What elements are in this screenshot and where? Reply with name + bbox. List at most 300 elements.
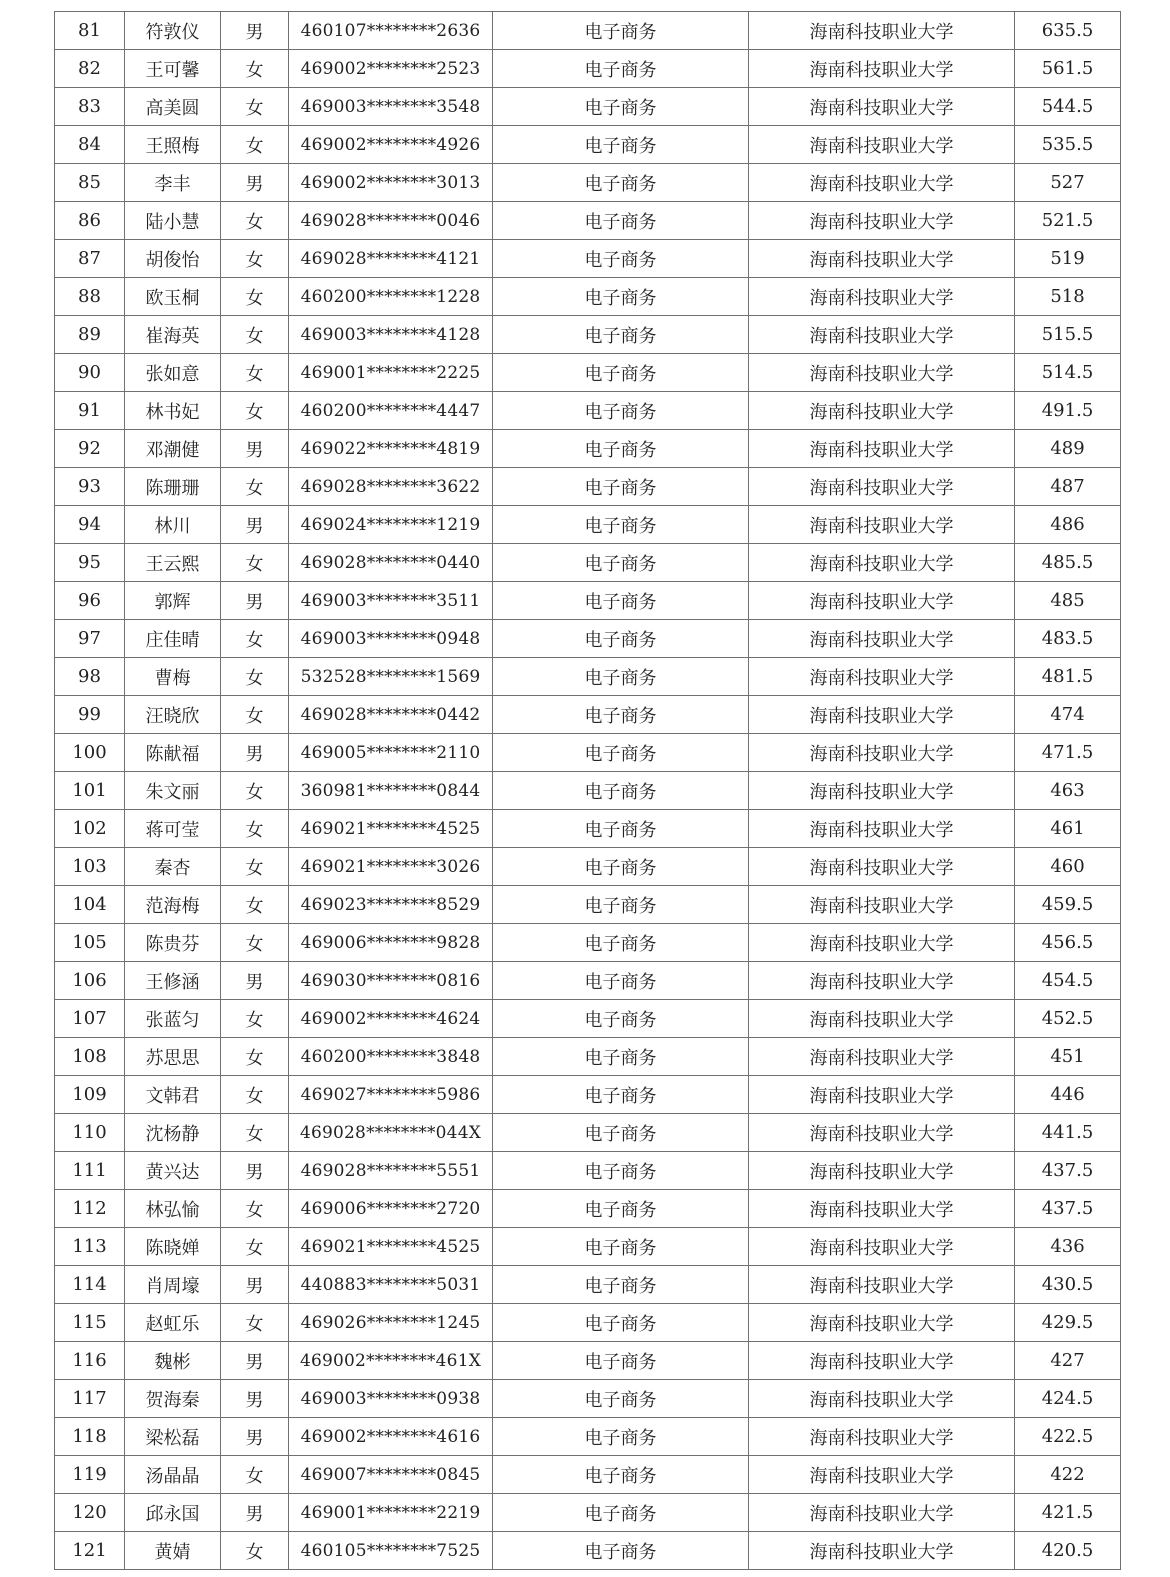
school-cell: 海南科技职业大学 [749,468,1015,506]
table-row [55,1076,1121,1114]
score-cell: 456.5 [1015,924,1121,962]
major-cell: 电子商务 [493,50,749,88]
gender-cell: 男 [221,1342,289,1380]
row-number-cell: 83 [55,88,125,126]
table-row [55,810,1121,848]
name-cell: 欧玉桐 [125,278,221,316]
gender-cell: 女 [221,50,289,88]
id-number-cell: 469002********4624 [289,1000,493,1038]
table-row [55,392,1121,430]
school-cell: 海南科技职业大学 [749,316,1015,354]
id-number-cell: 469028********4121 [289,240,493,278]
row-number-cell: 118 [55,1418,125,1456]
row-number-cell: 90 [55,354,125,392]
gender-cell: 女 [221,544,289,582]
id-number-cell: 469028********5551 [289,1152,493,1190]
score-cell: 489 [1015,430,1121,468]
major-cell: 电子商务 [493,772,749,810]
name-cell: 沈杨静 [125,1114,221,1152]
name-cell: 陈献福 [125,734,221,772]
table-row [55,886,1121,924]
row-number-cell: 116 [55,1342,125,1380]
id-number-cell: 532528********1569 [289,658,493,696]
table-row [55,962,1121,1000]
major-cell: 电子商务 [493,392,749,430]
gender-cell: 男 [221,1418,289,1456]
table-row [55,1266,1121,1304]
major-cell: 电子商务 [493,1494,749,1532]
school-cell: 海南科技职业大学 [749,1076,1015,1114]
id-number-cell: 460105********7525 [289,1532,493,1570]
name-cell: 邓潮健 [125,430,221,468]
score-cell: 461 [1015,810,1121,848]
score-cell: 481.5 [1015,658,1121,696]
name-cell: 肖周壕 [125,1266,221,1304]
school-cell: 海南科技职业大学 [749,506,1015,544]
school-cell: 海南科技职业大学 [749,696,1015,734]
gender-cell: 女 [221,1532,289,1570]
school-cell: 海南科技职业大学 [749,544,1015,582]
name-cell: 林书妃 [125,392,221,430]
score-cell: 485.5 [1015,544,1121,582]
row-number-cell: 86 [55,202,125,240]
major-cell: 电子商务 [493,354,749,392]
gender-cell: 男 [221,12,289,50]
score-cell: 521.5 [1015,202,1121,240]
school-cell: 海南科技职业大学 [749,1114,1015,1152]
school-cell: 海南科技职业大学 [749,88,1015,126]
score-cell: 463 [1015,772,1121,810]
gender-cell: 女 [221,620,289,658]
row-number-cell: 120 [55,1494,125,1532]
school-cell: 海南科技职业大学 [749,1304,1015,1342]
id-number-cell: 469002********3013 [289,164,493,202]
major-cell: 电子商务 [493,278,749,316]
id-number-cell: 469028********3622 [289,468,493,506]
gender-cell: 女 [221,658,289,696]
score-cell: 454.5 [1015,962,1121,1000]
row-number-cell: 102 [55,810,125,848]
major-cell: 电子商务 [493,1418,749,1456]
score-cell: 460 [1015,848,1121,886]
gender-cell: 女 [221,924,289,962]
gender-cell: 女 [221,240,289,278]
table-row [55,1494,1121,1532]
score-cell: 437.5 [1015,1190,1121,1228]
school-cell: 海南科技职业大学 [749,962,1015,1000]
gender-cell: 男 [221,430,289,468]
score-cell: 436 [1015,1228,1121,1266]
school-cell: 海南科技职业大学 [749,924,1015,962]
table-row [55,430,1121,468]
id-number-cell: 469002********4616 [289,1418,493,1456]
name-cell: 曹梅 [125,658,221,696]
row-number-cell: 119 [55,1456,125,1494]
name-cell: 林川 [125,506,221,544]
major-cell: 电子商务 [493,658,749,696]
major-cell: 电子商务 [493,1114,749,1152]
id-number-cell: 469005********2110 [289,734,493,772]
name-cell: 李丰 [125,164,221,202]
id-number-cell: 469001********2225 [289,354,493,392]
row-number-cell: 117 [55,1380,125,1418]
row-number-cell: 98 [55,658,125,696]
table-row [55,696,1121,734]
row-number-cell: 91 [55,392,125,430]
school-cell: 海南科技职业大学 [749,392,1015,430]
gender-cell: 男 [221,164,289,202]
table-row [55,202,1121,240]
gender-cell: 女 [221,1000,289,1038]
table-row [55,582,1121,620]
gender-cell: 男 [221,582,289,620]
school-cell: 海南科技职业大学 [749,1418,1015,1456]
school-cell: 海南科技职业大学 [749,50,1015,88]
row-number-cell: 95 [55,544,125,582]
id-number-cell: 460107********2636 [289,12,493,50]
major-cell: 电子商务 [493,810,749,848]
school-cell: 海南科技职业大学 [749,1000,1015,1038]
gender-cell: 女 [221,1038,289,1076]
table-row [55,468,1121,506]
score-cell: 518 [1015,278,1121,316]
school-cell: 海南科技职业大学 [749,772,1015,810]
name-cell: 陈珊珊 [125,468,221,506]
major-cell: 电子商务 [493,1000,749,1038]
major-cell: 电子商务 [493,164,749,202]
school-cell: 海南科技职业大学 [749,1038,1015,1076]
table-row [55,278,1121,316]
row-number-cell: 115 [55,1304,125,1342]
gender-cell: 女 [221,468,289,506]
school-cell: 海南科技职业大学 [749,202,1015,240]
table-row [55,1342,1121,1380]
id-number-cell: 469002********4926 [289,126,493,164]
score-cell: 519 [1015,240,1121,278]
score-cell: 446 [1015,1076,1121,1114]
major-cell: 电子商务 [493,1266,749,1304]
gender-cell: 男 [221,734,289,772]
score-cell: 514.5 [1015,354,1121,392]
major-cell: 电子商务 [493,1038,749,1076]
gender-cell: 女 [221,392,289,430]
major-cell: 电子商务 [493,620,749,658]
school-cell: 海南科技职业大学 [749,164,1015,202]
id-number-cell: 469024********1219 [289,506,493,544]
gender-cell: 女 [221,316,289,354]
school-cell: 海南科技职业大学 [749,12,1015,50]
major-cell: 电子商务 [493,1304,749,1342]
gender-cell: 女 [221,848,289,886]
name-cell: 朱文丽 [125,772,221,810]
gender-cell: 男 [221,1152,289,1190]
gender-cell: 女 [221,1190,289,1228]
major-cell: 电子商务 [493,12,749,50]
gender-cell: 女 [221,278,289,316]
major-cell: 电子商务 [493,1190,749,1228]
school-cell: 海南科技职业大学 [749,1190,1015,1228]
row-number-cell: 100 [55,734,125,772]
table-row [55,848,1121,886]
id-number-cell: 460200********4447 [289,392,493,430]
school-cell: 海南科技职业大学 [749,1152,1015,1190]
id-number-cell: 469023********8529 [289,886,493,924]
id-number-cell: 469028********0046 [289,202,493,240]
score-cell: 441.5 [1015,1114,1121,1152]
school-cell: 海南科技职业大学 [749,658,1015,696]
gender-cell: 女 [221,1456,289,1494]
row-number-cell: 101 [55,772,125,810]
major-cell: 电子商务 [493,1342,749,1380]
id-number-cell: 469030********0816 [289,962,493,1000]
id-number-cell: 469021********4525 [289,810,493,848]
row-number-cell: 88 [55,278,125,316]
score-cell: 535.5 [1015,126,1121,164]
score-cell: 437.5 [1015,1152,1121,1190]
row-number-cell: 105 [55,924,125,962]
row-number-cell: 121 [55,1532,125,1570]
id-number-cell: 469027********5986 [289,1076,493,1114]
id-number-cell: 360981********0844 [289,772,493,810]
id-number-cell: 460200********3848 [289,1038,493,1076]
major-cell: 电子商务 [493,1380,749,1418]
score-cell: 635.5 [1015,12,1121,50]
score-cell: 422.5 [1015,1418,1121,1456]
score-cell: 486 [1015,506,1121,544]
gender-cell: 女 [221,886,289,924]
id-number-cell: 469001********2219 [289,1494,493,1532]
major-cell: 电子商务 [493,1076,749,1114]
school-cell: 海南科技职业大学 [749,278,1015,316]
table-row [55,88,1121,126]
id-number-cell: 469021********4525 [289,1228,493,1266]
row-number-cell: 87 [55,240,125,278]
table-row [55,544,1121,582]
name-cell: 张如意 [125,354,221,392]
table-row [55,240,1121,278]
row-number-cell: 104 [55,886,125,924]
name-cell: 王云熙 [125,544,221,582]
table-row [55,316,1121,354]
name-cell: 黄婧 [125,1532,221,1570]
school-cell: 海南科技职业大学 [749,430,1015,468]
row-number-cell: 92 [55,430,125,468]
school-cell: 海南科技职业大学 [749,1342,1015,1380]
gender-cell: 女 [221,202,289,240]
name-cell: 赵虹乐 [125,1304,221,1342]
name-cell: 陆小慧 [125,202,221,240]
row-number-cell: 93 [55,468,125,506]
table-row [55,1114,1121,1152]
name-cell: 庄佳晴 [125,620,221,658]
table-row [55,1532,1121,1570]
major-cell: 电子商务 [493,316,749,354]
table-row [55,1190,1121,1228]
score-cell: 424.5 [1015,1380,1121,1418]
name-cell: 陈贵芬 [125,924,221,962]
gender-cell: 女 [221,1228,289,1266]
row-number-cell: 109 [55,1076,125,1114]
score-cell: 429.5 [1015,1304,1121,1342]
major-cell: 电子商务 [493,506,749,544]
name-cell: 秦杏 [125,848,221,886]
major-cell: 电子商务 [493,544,749,582]
school-cell: 海南科技职业大学 [749,1266,1015,1304]
row-number-cell: 114 [55,1266,125,1304]
major-cell: 电子商务 [493,240,749,278]
row-number-cell: 84 [55,126,125,164]
name-cell: 贺海秦 [125,1380,221,1418]
row-number-cell: 96 [55,582,125,620]
major-cell: 电子商务 [493,430,749,468]
name-cell: 文韩君 [125,1076,221,1114]
major-cell: 电子商务 [493,582,749,620]
score-cell: 421.5 [1015,1494,1121,1532]
major-cell: 电子商务 [493,1532,749,1570]
score-cell: 491.5 [1015,392,1121,430]
school-cell: 海南科技职业大学 [749,1532,1015,1570]
gender-cell: 男 [221,1494,289,1532]
table-row [55,658,1121,696]
table-row [55,506,1121,544]
row-number-cell: 99 [55,696,125,734]
gender-cell: 男 [221,962,289,1000]
id-number-cell: 469007********0845 [289,1456,493,1494]
gender-cell: 女 [221,1304,289,1342]
name-cell: 黄兴达 [125,1152,221,1190]
table-row [55,620,1121,658]
row-number-cell: 107 [55,1000,125,1038]
id-number-cell: 469006********9828 [289,924,493,962]
major-cell: 电子商务 [493,696,749,734]
table-row [55,1228,1121,1266]
gender-cell: 女 [221,1114,289,1152]
school-cell: 海南科技职业大学 [749,126,1015,164]
score-cell: 561.5 [1015,50,1121,88]
id-number-cell: 469028********0442 [289,696,493,734]
table-row [55,772,1121,810]
school-cell: 海南科技职业大学 [749,810,1015,848]
school-cell: 海南科技职业大学 [749,354,1015,392]
id-number-cell: 469006********2720 [289,1190,493,1228]
school-cell: 海南科技职业大学 [749,886,1015,924]
school-cell: 海南科技职业大学 [749,1494,1015,1532]
name-cell: 梁松磊 [125,1418,221,1456]
id-number-cell: 469003********0948 [289,620,493,658]
table-row [55,1456,1121,1494]
gender-cell: 女 [221,126,289,164]
row-number-cell: 113 [55,1228,125,1266]
score-cell: 527 [1015,164,1121,202]
score-cell: 485 [1015,582,1121,620]
name-cell: 范海梅 [125,886,221,924]
row-number-cell: 103 [55,848,125,886]
school-cell: 海南科技职业大学 [749,620,1015,658]
major-cell: 电子商务 [493,126,749,164]
table-row [55,50,1121,88]
major-cell: 电子商务 [493,468,749,506]
major-cell: 电子商务 [493,886,749,924]
row-number-cell: 111 [55,1152,125,1190]
score-cell: 474 [1015,696,1121,734]
score-cell: 544.5 [1015,88,1121,126]
major-cell: 电子商务 [493,1456,749,1494]
gender-cell: 女 [221,88,289,126]
id-number-cell: 469002********461X [289,1342,493,1380]
table-row [55,354,1121,392]
gender-cell: 女 [221,354,289,392]
name-cell: 胡俊怡 [125,240,221,278]
row-number-cell: 81 [55,12,125,50]
table-row [55,1038,1121,1076]
score-cell: 427 [1015,1342,1121,1380]
row-number-cell: 106 [55,962,125,1000]
table-row [55,1380,1121,1418]
name-cell: 陈晓婵 [125,1228,221,1266]
major-cell: 电子商务 [493,962,749,1000]
major-cell: 电子商务 [493,848,749,886]
id-number-cell: 469003********4128 [289,316,493,354]
school-cell: 海南科技职业大学 [749,848,1015,886]
gender-cell: 男 [221,1266,289,1304]
id-number-cell: 469021********3026 [289,848,493,886]
score-cell: 483.5 [1015,620,1121,658]
gender-cell: 女 [221,696,289,734]
name-cell: 林弘愉 [125,1190,221,1228]
id-number-cell: 469002********2523 [289,50,493,88]
school-cell: 海南科技职业大学 [749,1380,1015,1418]
name-cell: 张蓝匀 [125,1000,221,1038]
major-cell: 电子商务 [493,1152,749,1190]
name-cell: 崔海英 [125,316,221,354]
row-number-cell: 97 [55,620,125,658]
id-number-cell: 469028********0440 [289,544,493,582]
id-number-cell: 460200********1228 [289,278,493,316]
major-cell: 电子商务 [493,924,749,962]
name-cell: 苏思思 [125,1038,221,1076]
row-number-cell: 112 [55,1190,125,1228]
major-cell: 电子商务 [493,88,749,126]
name-cell: 王修涵 [125,962,221,1000]
row-number-cell: 85 [55,164,125,202]
score-cell: 471.5 [1015,734,1121,772]
name-cell: 王可馨 [125,50,221,88]
table-row [55,12,1121,50]
gender-cell: 女 [221,810,289,848]
admission-list-table [54,11,1121,1570]
school-cell: 海南科技职业大学 [749,1456,1015,1494]
score-cell: 515.5 [1015,316,1121,354]
id-number-cell: 469003********3511 [289,582,493,620]
name-cell: 高美圆 [125,88,221,126]
table-row [55,924,1121,962]
row-number-cell: 82 [55,50,125,88]
name-cell: 王照梅 [125,126,221,164]
table-row [55,126,1121,164]
id-number-cell: 469028********044X [289,1114,493,1152]
school-cell: 海南科技职业大学 [749,1228,1015,1266]
gender-cell: 女 [221,772,289,810]
major-cell: 电子商务 [493,202,749,240]
score-cell: 430.5 [1015,1266,1121,1304]
school-cell: 海南科技职业大学 [749,240,1015,278]
school-cell: 海南科技职业大学 [749,582,1015,620]
name-cell: 蒋可莹 [125,810,221,848]
name-cell: 符敦仪 [125,12,221,50]
score-cell: 487 [1015,468,1121,506]
table-row [55,1152,1121,1190]
id-number-cell: 440883********5031 [289,1266,493,1304]
